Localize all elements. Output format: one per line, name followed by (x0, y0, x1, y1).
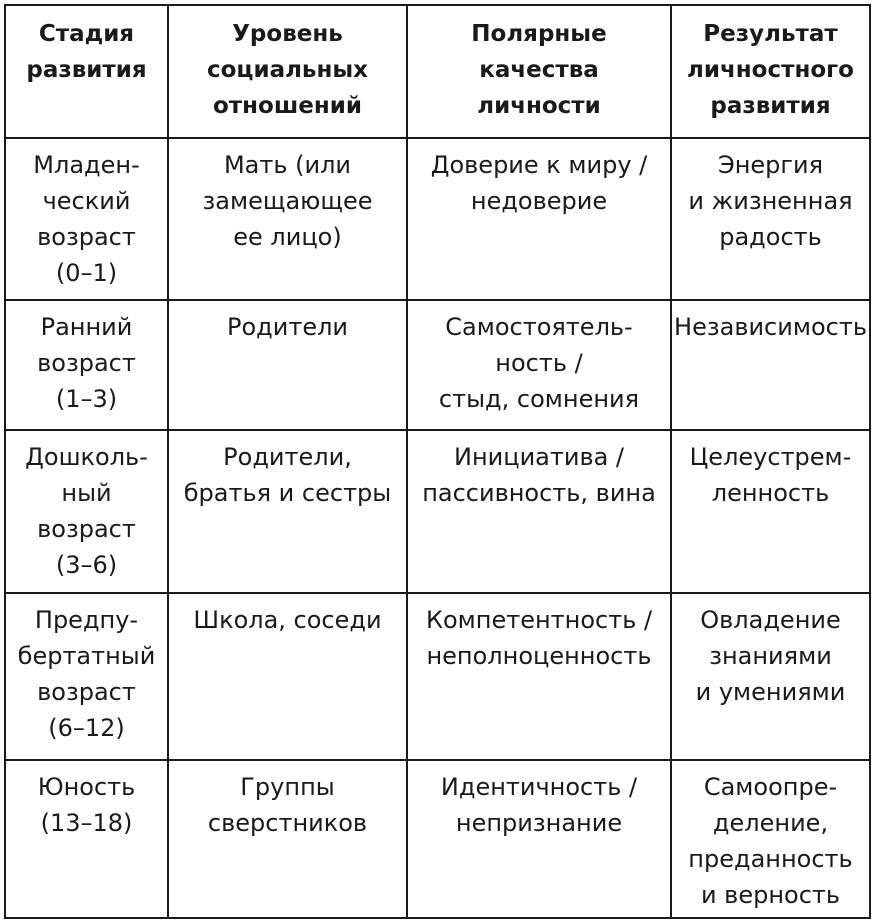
cell-text: недоверие (470, 187, 608, 215)
cell-result (671, 430, 870, 593)
header-polar-qualities (407, 5, 671, 138)
header-text: Результат (703, 21, 838, 47)
cell-text: (6–12) (48, 714, 125, 742)
cell-polar-qualities (407, 430, 671, 593)
cell-social-level (168, 760, 407, 918)
cell-text: Школа, соседи (193, 606, 382, 634)
cell-social-level (168, 300, 407, 430)
header-stage (5, 5, 168, 138)
header-text: социальных (206, 57, 369, 83)
cell-text: знаниями (709, 642, 832, 670)
cell-text: непризнание (455, 809, 623, 837)
cell-text: радость (719, 223, 822, 251)
cell-text: и жизненная (688, 187, 853, 215)
cell-text: (3–6) (55, 551, 118, 579)
cell-result (671, 760, 870, 918)
cell-text: Дошколь- (25, 443, 148, 471)
cell-text: возраст (37, 678, 136, 706)
header-text: личностного (687, 57, 854, 83)
cell-text: Компетентность / (425, 606, 653, 634)
cell-text: ность / (495, 349, 583, 377)
header-text: Полярные (471, 21, 607, 47)
cell-text: и умениями (695, 678, 846, 706)
cell-text: Самостоятель- (445, 313, 633, 341)
development-stages-table (4, 4, 871, 919)
cell-text: сверстников (207, 809, 368, 837)
cell-text: братья и сестры (183, 479, 392, 507)
header-text: развития (710, 93, 831, 119)
header-social-level (168, 5, 407, 138)
table-row-preschool (5, 430, 870, 593)
header-text: личности (477, 93, 601, 119)
cell-text: бертатный (17, 642, 156, 670)
table-row-youth (5, 760, 870, 918)
stages-table-wrapper (4, 4, 869, 917)
cell-stage (5, 138, 168, 300)
cell-text: (0–1) (55, 259, 118, 287)
header-development-result (671, 5, 870, 138)
cell-text: Мать (или (223, 151, 352, 179)
cell-text: Родители (226, 313, 349, 341)
cell-text: Предпу- (34, 606, 139, 634)
table-row-infancy (5, 138, 870, 300)
cell-text: Овладение (700, 606, 841, 634)
cell-text: ный (61, 479, 112, 507)
cell-text: Независимость (674, 313, 867, 341)
cell-text: пассивность, вина (422, 479, 656, 507)
cell-text: Группы (240, 773, 335, 801)
cell-text: возраст (37, 515, 136, 543)
cell-social-level (168, 138, 407, 300)
header-text: качества (479, 57, 599, 83)
cell-text: (13–18) (40, 809, 133, 837)
cell-stage (5, 430, 168, 593)
cell-polar-qualities (407, 760, 671, 918)
cell-text: ленность (711, 479, 830, 507)
cell-text: ее лицо) (233, 223, 342, 251)
cell-text: (1–3) (55, 385, 118, 413)
cell-stage (5, 760, 168, 918)
header-text: Стадия (38, 21, 135, 47)
header-text: развития (26, 57, 147, 83)
cell-polar-qualities (407, 300, 671, 430)
cell-text: стыд, сомнения (438, 385, 640, 413)
cell-text: и верность (700, 881, 841, 909)
table-header-row (5, 5, 870, 138)
cell-text: неполноценность (426, 642, 652, 670)
cell-text: замещающее (202, 187, 373, 215)
cell-text: деление, (712, 809, 829, 837)
cell-stage (5, 593, 168, 760)
cell-text: Идентичность / (440, 773, 638, 801)
cell-text: ческий (42, 187, 131, 215)
cell-text: возраст (37, 223, 136, 251)
cell-stage (5, 300, 168, 430)
cell-text: Юность (37, 773, 136, 801)
cell-text: Инициатива / (453, 443, 625, 471)
cell-text: Целеустрем- (689, 443, 852, 471)
cell-text: Младен- (33, 151, 140, 179)
table-row-prepubertal (5, 593, 870, 760)
cell-text: Доверие к миру / (430, 151, 648, 179)
cell-social-level (168, 593, 407, 760)
table-row-early-age (5, 300, 870, 430)
cell-polar-qualities (407, 593, 671, 760)
cell-text: преданность (688, 845, 853, 873)
cell-polar-qualities (407, 138, 671, 300)
cell-social-level (168, 430, 407, 593)
cell-text: Ранний (40, 313, 133, 341)
cell-text: Родители, (223, 443, 352, 471)
cell-text: возраст (37, 349, 136, 377)
cell-text: Энергия (717, 151, 824, 179)
cell-result (671, 138, 870, 300)
cell-result (671, 300, 870, 430)
cell-text: Самоопре- (703, 773, 838, 801)
header-text: Уровень (232, 21, 343, 47)
cell-result (671, 593, 870, 760)
header-text: отношений (213, 93, 362, 119)
